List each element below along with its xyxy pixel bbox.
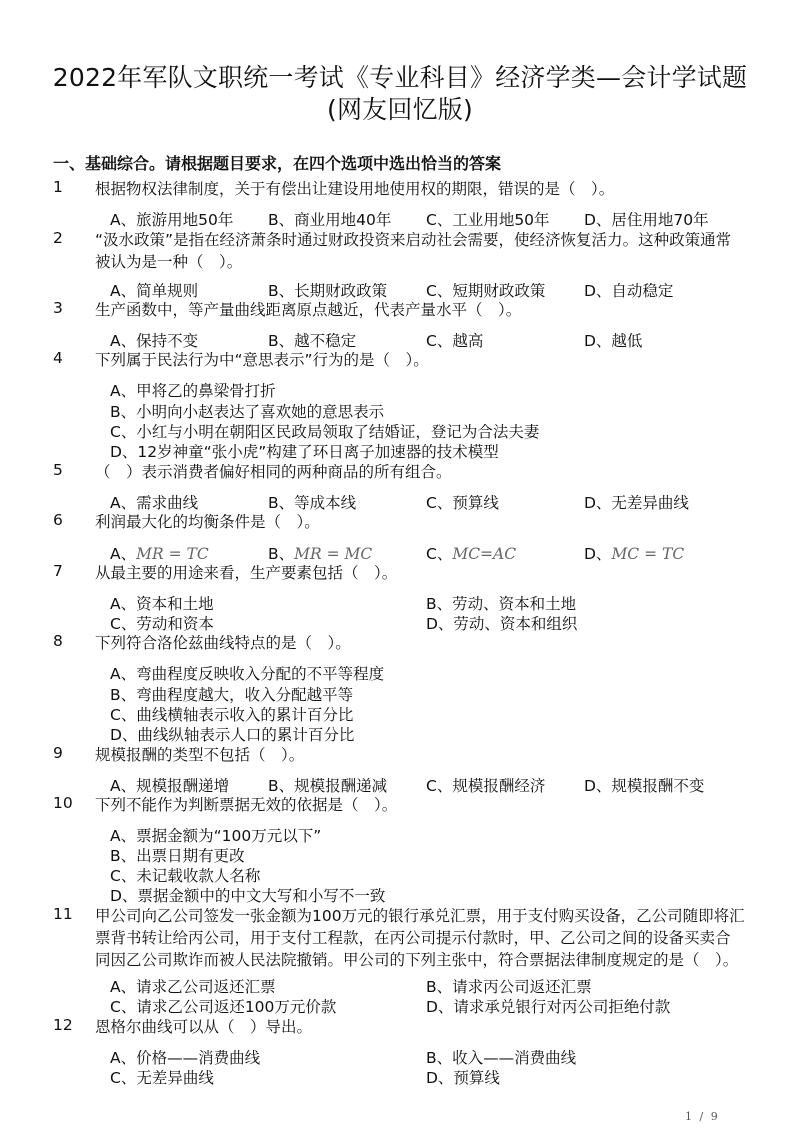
option-b: B、小明向小赵表达了喜欢她的意思表示 bbox=[110, 403, 385, 421]
question-text: 生产函数中，等产量曲线距离原点越近，代表产量水平（ ）。 bbox=[95, 301, 522, 319]
option-d: D、12岁神童“张小虎”构建了环日离子加速器的技术模型 bbox=[110, 443, 499, 461]
math-expression: MC = TC bbox=[611, 545, 685, 563]
option-a: A、甲将乙的鼻梁骨打折 bbox=[110, 382, 276, 400]
option-label: D、 bbox=[584, 545, 612, 563]
question-text: 恩格尔曲线可以从（ ）导出。 bbox=[95, 1018, 313, 1036]
option-c: C、未记载收款人名称 bbox=[110, 867, 261, 885]
option-d: D、票据金额中的中文大写和小写不一致 bbox=[110, 887, 386, 905]
option-d: D、居住用地70年 bbox=[584, 211, 709, 229]
question-text: 规模报酬的类型不包括（ ）。 bbox=[95, 746, 305, 764]
option-d: D、劳动、资本和组织 bbox=[426, 615, 578, 633]
question-number: 4 bbox=[53, 349, 63, 367]
option-c: C、劳动和资本 bbox=[110, 615, 214, 633]
option-a bbox=[110, 542, 209, 564]
option-b bbox=[268, 542, 372, 564]
question-text: 利润最大化的均衡条件是（ ）。 bbox=[95, 513, 320, 531]
option-d: D、越低 bbox=[584, 332, 643, 350]
option-a: A、票据金额为“100万元以下” bbox=[110, 827, 322, 845]
question-text: （ ）表示消费者偏好相同的两种商品的所有组合。 bbox=[95, 463, 452, 481]
question-number: 8 bbox=[53, 632, 63, 650]
document-title: 2022年军队文职统一考试《专业科目》经济学类—会计学试题 bbox=[52, 63, 748, 92]
option-c: C、工业用地50年 bbox=[426, 211, 550, 229]
question-number: 2 bbox=[53, 229, 63, 247]
option-d bbox=[584, 542, 684, 564]
option-a: A、旅游用地50年 bbox=[110, 211, 234, 229]
option-d: D、预算线 bbox=[426, 1069, 500, 1087]
question-text: 从最主要的用途来看，生产要素包括（ ）。 bbox=[95, 564, 398, 582]
question-number: 7 bbox=[53, 562, 63, 580]
option-b: B、等成本线 bbox=[268, 494, 357, 512]
page-indicator: 1 / 9 bbox=[685, 1110, 720, 1123]
document-subtitle: (网友回忆版) bbox=[327, 95, 473, 124]
math-expression: MR = TC bbox=[136, 545, 209, 563]
question-number: 10 bbox=[53, 794, 73, 812]
question-text: 下列属于民法行为中“意思表示”行为的是（ ）。 bbox=[95, 351, 429, 369]
option-a: A、价格——消费曲线 bbox=[110, 1049, 261, 1067]
question-text: 根据物权法律制度，关于有偿出让建设用地使用权的期限，错误的是（ ）。 bbox=[95, 180, 615, 198]
option-c: C、越高 bbox=[426, 332, 484, 350]
question-number: 3 bbox=[53, 299, 63, 317]
option-c: C、请求乙公司返还100万元价款 bbox=[110, 998, 337, 1016]
option-b: B、商业用地40年 bbox=[268, 211, 392, 229]
option-a: A、弯曲程度反映收入分配的不平等程度 bbox=[110, 665, 385, 683]
question-text: 甲公司向乙公司签发一张金额为100万元的银行承兑汇票，用于支付购买设备，乙公司随即将汇票背书转让给丙公司，用于支付工程款，在丙公司提示付款时，甲、乙公司之间的设备买卖合同因乙公司欺诈而被人民法院撤销。甲公司的下列主张中，符合票据法律制度规定的是（ ）。 bbox=[95, 907, 745, 969]
option-a: A、请求乙公司返还汇票 bbox=[110, 978, 276, 996]
option-a: A、规模报酬递增 bbox=[110, 777, 230, 795]
question-text: “汲水政策”是指在经济萧条时通过财政投资来启动社会需要，使经济恢复活力。这种政策通常被认为是一种（ ）。 bbox=[95, 231, 732, 271]
math-expression: MC=AC bbox=[452, 545, 517, 563]
option-c: C、小红与小明在朝阳区民政局领取了结婚证，登记为合法夫妻 bbox=[110, 423, 540, 441]
math-expression: MR = MC bbox=[294, 545, 373, 563]
option-a: A、保持不变 bbox=[110, 332, 199, 350]
option-b: B、越不稳定 bbox=[268, 332, 357, 350]
option-c: C、短期财政政策 bbox=[426, 282, 546, 300]
option-a: A、需求曲线 bbox=[110, 494, 199, 512]
option-b: B、出票日期有更改 bbox=[110, 847, 245, 865]
option-d: D、无差异曲线 bbox=[584, 494, 689, 512]
question-number: 11 bbox=[53, 905, 73, 923]
option-a: A、资本和土地 bbox=[110, 595, 214, 613]
question-number: 6 bbox=[53, 511, 63, 529]
option-c: C、无差异曲线 bbox=[110, 1069, 214, 1087]
question-number: 12 bbox=[53, 1016, 73, 1034]
question-number: 9 bbox=[53, 744, 63, 762]
option-d: D、曲线纵轴表示人口的累计百分比 bbox=[110, 726, 355, 744]
question-number: 1 bbox=[53, 178, 63, 196]
option-a: A、简单规则 bbox=[110, 282, 199, 300]
option-label: C、 bbox=[426, 545, 453, 563]
option-d: D、自动稳定 bbox=[584, 282, 674, 300]
option-b: B、请求丙公司返还汇票 bbox=[426, 978, 592, 996]
option-d: D、规模报酬不变 bbox=[584, 777, 705, 795]
option-b: B、弯曲程度越大，收入分配越平等 bbox=[110, 686, 354, 704]
option-b: B、收入——消费曲线 bbox=[426, 1049, 577, 1067]
option-c: C、预算线 bbox=[426, 494, 499, 512]
option-b: B、规模报酬递减 bbox=[268, 777, 388, 795]
question-number: 5 bbox=[53, 461, 63, 479]
option-d: D、请求承兑银行对丙公司拒绝付款 bbox=[426, 998, 671, 1016]
option-c: C、曲线横轴表示收入的累计百分比 bbox=[110, 706, 354, 724]
question-text: 下列不能作为判断票据无效的依据是（ ）。 bbox=[95, 796, 398, 814]
option-label: B、 bbox=[268, 545, 295, 563]
question-text: 下列符合洛伦兹曲线特点的是（ ）。 bbox=[95, 634, 351, 652]
option-c: C、规模报酬经济 bbox=[426, 777, 546, 795]
option-c bbox=[426, 542, 516, 564]
option-b: B、长期财政政策 bbox=[268, 282, 388, 300]
option-label: A、 bbox=[110, 545, 137, 563]
section-heading: 一、基础综合。请根据题目要求，在四个选项中选出恰当的答案 bbox=[53, 154, 502, 173]
option-b: B、劳动、资本和土地 bbox=[426, 595, 577, 613]
